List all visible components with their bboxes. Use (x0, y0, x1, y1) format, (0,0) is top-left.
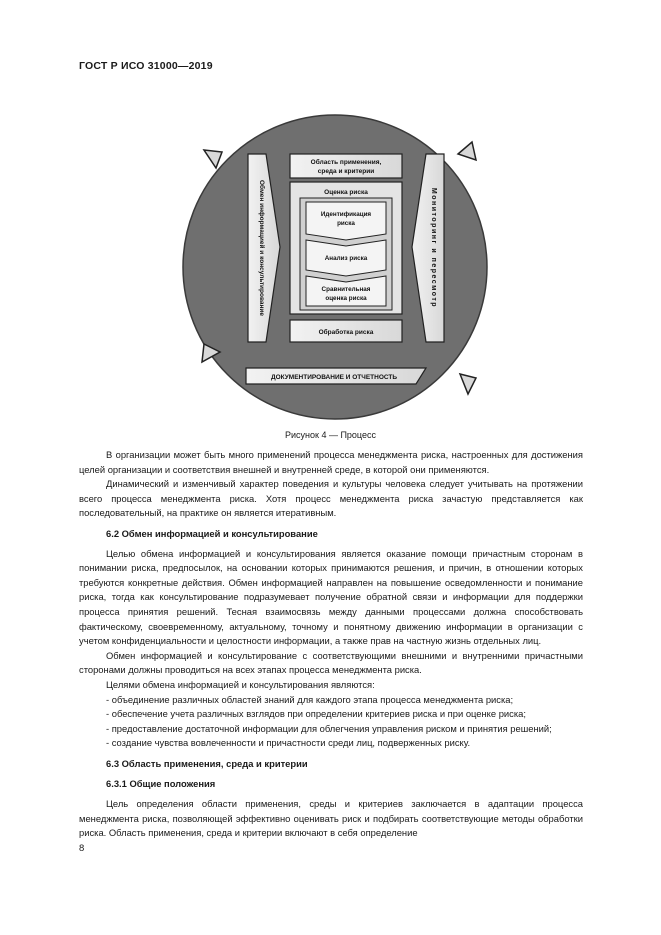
identification-label-1: Идентификация (320, 211, 372, 218)
list-item: - создание чувства вовлеченности и причастности среди лиц, подверженных риску. (106, 737, 471, 749)
list-item: - объединение различных областей знаний для каждого этапа процесса менеджмента риска; (106, 693, 514, 705)
cycle-arrow-icon (460, 374, 476, 394)
evaluation-label-2: оценка риска (325, 295, 367, 302)
communication-bar-label: Обмен информацией и консультирование (258, 179, 265, 317)
page-number: 8 (79, 843, 85, 854)
paragraph: Обмен информацией и консультирование с соответствующими внешними и внутренними причастными сторонами должны проводиться на всех этапах процесса менеджмента риска. (79, 649, 583, 676)
paragraph: Цель определения области применения, среды и критериев заключается в адаптации процесса менеджмента риска, позволяющей эффективно оценивать риск и подбирать соответствующие методы обработки риска. Область применения, среда и критерии включают в себя определение (79, 798, 583, 839)
recording-bar-label: ДОКУМЕНТИРОВАНИЕ И ОТЧЕТНОСТЬ (270, 374, 398, 381)
paragraph: Целями обмена информацией и консультирования являются: (106, 678, 375, 690)
paragraph: Целью обмена информацией и консультирования является оказание помощи причастным сторонам в понимании риска, предпосылок, на основании которых принимаются решения, и причин, в отношении которых требуются конкретные действия. Обмен информацией направлен на повышение осведомленности и понимание риска, тогда как консультирование подразумевает получение обратной связи и информации для поддержки процесса принятия решений. Тесная взаимосвязь между данными процессами должна способствовать фактическому, своевременному, актуальному, точному и понятному движению информации в организации с учетом конфиденциальности и целостности информации, а также прав на частную жизнь отдельных лиц. (79, 547, 583, 647)
document-body (79, 448, 583, 841)
treatment-label: Обработка риска (318, 329, 374, 336)
list-item: - обеспечение учета различных взглядов при определении критериев риска и при оценке риска; (106, 708, 526, 720)
monitoring-bar-label: Мониторинг и пересмотр (430, 187, 437, 309)
section-heading-6-2: 6.2 Обмен информацией и консультирование (106, 527, 318, 539)
cycle-arrow-icon (458, 142, 476, 160)
section-heading-6-3: 6.3 Область применения, среда и критерии (106, 757, 308, 769)
document-header: ГОСТ Р ИСО 31000—2019 (79, 60, 213, 72)
section-heading-6-3-1: 6.3.1 Общие положения (106, 778, 216, 790)
scope-box-label-1: Область применения, (310, 159, 382, 166)
analysis-label: Анализ риска (324, 255, 368, 262)
identification-label-2: риска (337, 220, 355, 227)
cycle-arrow-icon (204, 150, 222, 168)
process-diagram (180, 112, 490, 422)
paragraph: Динамический и изменчивый характер поведения и культуры человека следует учитывать на протяжении всего процесса менеджмента риска. Хотя процесс менеджмента риска зачастую представляется как последовательный, на практике он является итеративным. (79, 478, 583, 519)
assessment-title: Оценка риска (324, 189, 368, 196)
paragraph: В организации может быть много применений процесса менеджмента риска, настроенных для достижения целей организации и соответствия внешней и внутренней среде, в которой они применяются. (79, 449, 583, 475)
evaluation-label-1: Сравнительная (321, 286, 371, 293)
list-item: - предоставление достаточной информации для облегчения управления риском и принятия решений; (106, 722, 552, 734)
figure-caption: Рисунок 4 — Процесс (285, 430, 376, 440)
scope-box-label-2: среда и критерии (317, 168, 375, 175)
